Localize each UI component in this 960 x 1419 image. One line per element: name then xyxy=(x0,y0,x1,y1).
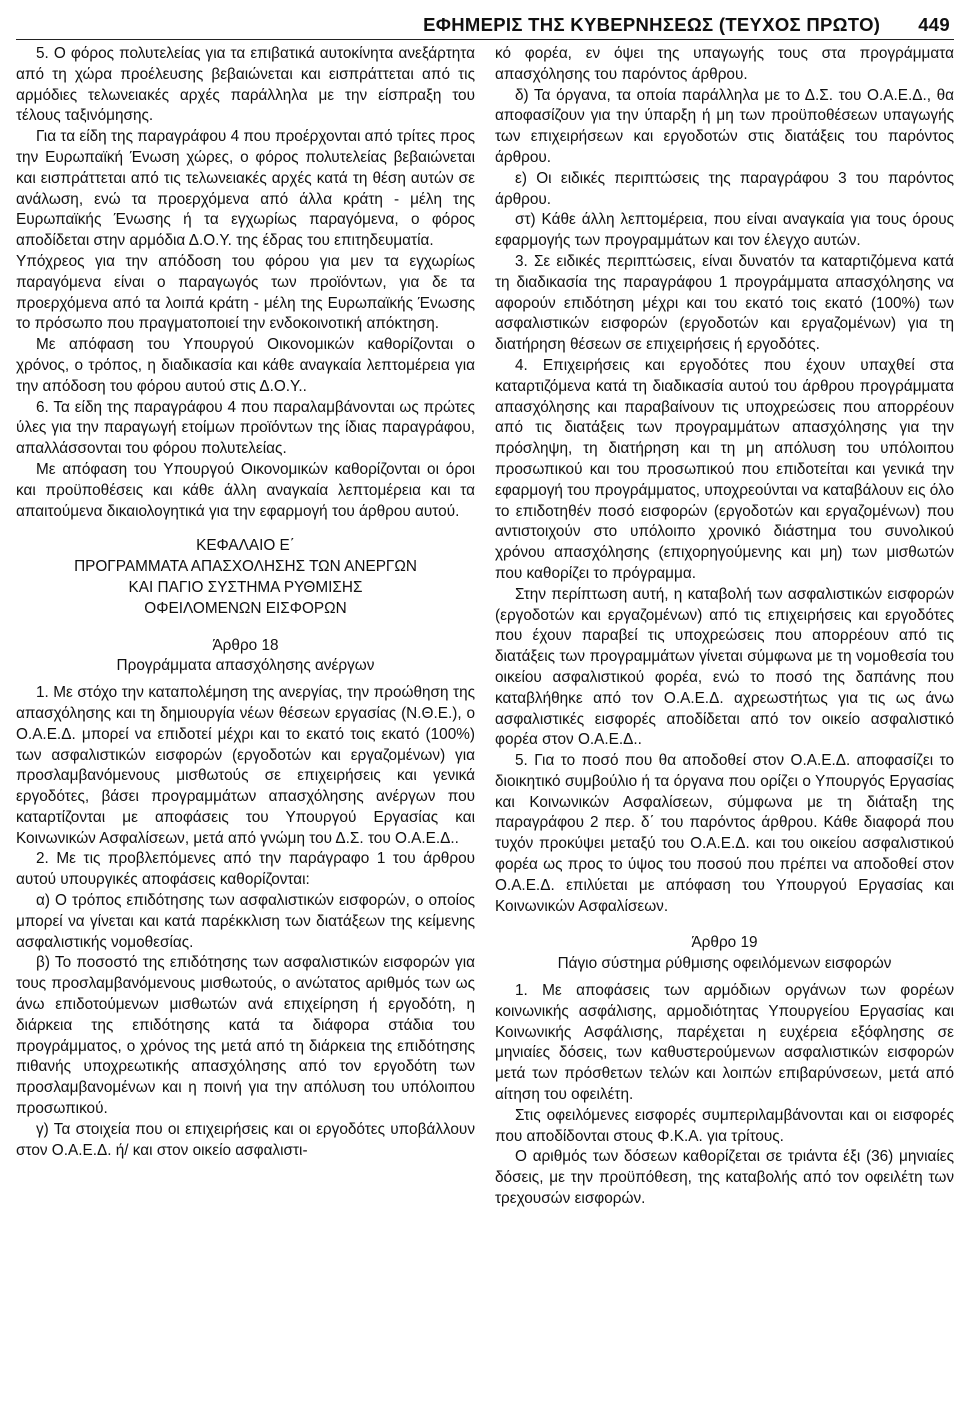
paragraph: στ) Κάθε άλλη λεπτομέρεια, που είναι αναγκαία για τους όρους εφαρμογής των προγραμμάτων και τον έλεγχο αυτών. xyxy=(495,211,954,250)
paragraph: β) Το ποσοστό της επιδότησης των ασφαλιστικών εισφορών για τους προσλαμβανόμενους μισθωτούς, ο ανώτατος αριθμός των ως άνω επιδοτούμενων μισθωτών ανά επιχείρηση ή εργοδότη, η διάρκεια της επιδότησης κατά τα διάφορα στάδια του προγράμματος, ο χρόνος της μετά από τη διάρκεια της επιδότησης πιθανής υποχρεωτικής απασχόλησης από τον εργοδότη των προσλαμβανομένων και η ποινή για την απόλυση του υπόλοιπου προσωπικού. xyxy=(16,954,475,1118)
chapter-number: ΚΕΦΑΛΑΙΟ Ε΄ xyxy=(196,537,295,555)
paragraph: 1. Με στόχο την καταπολέμηση της ανεργίας, την προώθηση της απασχόλησης και τη δημιουργία νέων θέσεων εργασίας (Ν.Θ.Ε.), ο Ο.Α.Ε.Δ. μπορεί να επιδοτεί μέχρι και το εκατό τοις εκατό (100%) των ασφαλιστικών εισφορών (εργοδοτών και εργαζομένων) για προσλαμβανόμενους μισθωτούς σε επιχειρήσεις και γενικά εργοδότες, βάσει προγραμμάτων απασχόλησης ανέργων που καταρτίζονται με αποφάσεις του Υπουργού Εργασίας και Κοινωνικών Ασφαλίσεων, μετά από γνώμη του Δ.Σ. του Ο.Α.Ε.Δ.. xyxy=(16,684,475,847)
paragraph: ε) Οι ειδικές περιπτώσεις της παραγράφου 3 του παρόντος άρθρου. xyxy=(495,169,954,208)
paragraph: Με απόφαση του Υπουργού Οικονομικών καθορίζονται ο χρόνος, ο τρόπος, η διαδικασία και κάθε αναγκαία λεπτομέρεια για την απόδοση του φόρου αυτού στις Δ.Ο.Υ.. xyxy=(16,336,475,395)
article-title: Πάγιο σύστημα ρύθμισης οφειλόμενων εισφορών xyxy=(557,955,892,973)
chapter-title-line: ΚΑΙ ΠΑΓΙΟ ΣΥΣΤΗΜΑ ΡΥΘΜΙΣΗΣ xyxy=(128,578,363,596)
paragraph: Ο αριθμός των δόσεων καθορίζεται σε τριάντα έξι (36) μηνιαίες δόσεις, με την προϋπόθεση, της καταβολής από τον οφειλέτη των τρεχουσών εισφορών. xyxy=(495,1148,954,1208)
paragraph: δ) Τα όργανα, τα οποία παράλληλα με το Δ.Σ. του Ο.Α.Ε.Δ., θα αποφασίζουν για την ύπαρξη ή μη των προϋποθέσεων υπαγωγής των επιχειρήσεων και εργοδοτών στις διατάξεις του παρόντος άρθρου. xyxy=(495,86,954,166)
paragraph: 5. Για το ποσό που θα αποδοθεί στον Ο.Α.Ε.Δ. αποφασίζει το διοικητικό συμβούλιο ή τα όργανα που ορίζει ο Υπουργός Εργασίας και Κοινωνικών Ασφαλίσεων, σύμφωνα με τη διάταξη της παραγράφου 2 περ. δ΄ του παρόντος άρθρου. Κάθε διαφορά που τυχόν προκύψει μεταξύ του Ο.Α.Ε.Δ. και του οικείου ασφαλιστικού φορέα ως προς το ύψος του ποσού που πρέπει να αποδοθεί στον Ο.Α.Ε.Δ. επιλύεται με απόφαση του Υπουργού Εργασίας και Κοινωνικών Ασφαλίσεων. xyxy=(495,752,954,915)
paragraph: Στην περίπτωση αυτή, η καταβολή των ασφαλιστικών εισφορών (εργοδοτών και εργαζομένων) από τις επιχειρήσεις και εργοδότες που έχουν παραβεί τις υποχρεώσεις που απορρέουν από τις διατάξεις των προγραμμάτων γίνεται σύμφωνα με τη νομοθεσία του οικείου ασφαλιστικού φορέα, ενώ το ποσό της δαπάνης που καταβλήθηκε από τον Ο.Α.Ε.Δ. αχρεωστήτως για τις ως άνω ασφαλιστικές εισφορές αποδίδεται από τον οικείο ασφαλιστικό φορέα στον Ο.Α.Ε.Δ.. xyxy=(495,585,954,749)
chapter-heading xyxy=(16,536,475,619)
page-number: 449 xyxy=(918,14,950,35)
paragraph: γ) Τα στοιχεία που οι επιχειρήσεις και οι εργοδότες υποβάλλουν στον Ο.Α.Ε.Δ. ή/ και στον οικείο ασφαλιστι- xyxy=(16,1120,475,1159)
paragraph: 1. Με αποφάσεις των αρμόδιων οργάνων των φορέων κοινωνικής ασφάλισης, αρμοδιότητας Υπουργείου Εργασίας και Κοινωνικής Ασφάλισης, παρέχεται η ευχέρεια εξόφλησης σε μηνιαίες δόσεις, των καθυστερούμενων ασφαλιστικών εισφορών μετά των πρόσθετων τελών και λοιπών επιβαρύνσεων, μετά από αίτηση του οφειλέτη. xyxy=(495,982,954,1104)
gazette-title: ΕΦΗΜΕΡΙΣ ΤΗΣ ΚΥΒΕΡΝΗΣΕΩΣ (ΤΕΥΧΟΣ ΠΡΩΤΟ) xyxy=(423,14,881,35)
article-title: Προγράμματα απασχόλησης ανέργων xyxy=(116,657,375,675)
right-column xyxy=(495,44,954,1210)
paragraph: Υπόχρεος για την απόδοση του φόρου για μεν τα εγχωρίως παραγόμενα είναι ο παραγωγός των προϊόντων, για δε τα προερχόμενα από τα λοιπά κράτη - μέλη της Ευρωπαϊκής Ένωσης το πρόσωπο που πραγματοποιεί την ενδοκοινοτική απόκτηση. xyxy=(16,252,475,333)
left-column xyxy=(16,44,475,1210)
page-header xyxy=(16,0,960,36)
paragraph: Με απόφαση του Υπουργού Οικονομικών καθορίζονται οι όροι και προϋποθέσεις και κάθε άλλη αναγκαία λεπτομέρεια και τα απαιτούμενα δικαιολογητικά για την εφαρμογή του άρθρου αυτού. xyxy=(16,460,475,520)
paragraph: α) Ο τρόπος επιδότησης των ασφαλιστικών εισφορών, ο οποίος μπορεί να γίνεται και κατά παρέκκλιση των διατάξεων της κείμενης ασφαλιστικής νομοθεσίας. xyxy=(16,892,475,951)
paragraph: Στις οφειλόμενες εισφορές συμπεριλαμβάνονται και οι εισφορές που αποδίδονται στους Φ.Κ.Α. για τρίτους. xyxy=(495,1106,954,1145)
paragraph: 4. Επιχειρήσεις και εργοδότες που έχουν υπαχθεί στα καταρτιζόμενα κατά τη διαδικασία αυτού του άρθρου προγράμματα απασχόλησης και παραβαίνουν τις υποχρεώσεις που απορρέουν από τις διατάξεις των προγραμμάτων απασχόλησης για την πρόσληψη, τη διατήρηση και τη μη απόλυση του υπόλοιπου προσωπικού και του προσωπικού που επιδοτείται και γενικά την εφαρμογή του προγράμματος, υποχρεούνται να καταβάλουν εις όλο το επιδοτηθέν ποσό εισφορών (εργοδοτών και εργαζομένων) που αντιστοιχούν στο υπόλοιπο χρονικό διάστημα του συνολικού χρόνου απασχόλησης (επιχορηγούμενης και μη) των μισθωτών που καθορίζει το πρόγραμμα. xyxy=(495,356,954,582)
chapter-title-line: ΟΦΕΙΛΟΜΕΝΩΝ ΕΙΣΦΟΡΩΝ xyxy=(144,599,347,617)
paragraph: 3. Σε ειδικές περιπτώσεις, είναι δυνατόν τα καταρτιζόμενα κατά τη διαδικασία της παραγράφου 1 προγράμματα απασχόλησης να αφορούν επιδότηση μέχρι και του εκατό τοις εκατό (100%) των ασφαλιστικών εισφορών (εργοδοτών και εργαζομένων) για τη διατήρηση θέσεων σε επιχειρήσεις ή εργοδότες. xyxy=(495,252,954,354)
article-number: Άρθρο 19 xyxy=(691,934,758,952)
paragraph: κό φορέα, εν όψει της υπαγωγής τους στα προγράμματα απασχόλησης του παρόντος άρθρου. xyxy=(495,45,954,83)
text-columns xyxy=(16,44,954,1210)
header-rule xyxy=(16,39,954,40)
chapter-title-line: ΠΡΟΓΡΑΜΜΑΤΑ ΑΠΑΣΧΟΛΗΣΗΣ ΤΩΝ ΑΝΕΡΓΩΝ xyxy=(74,558,417,576)
paragraph: 5. Ο φόρος πολυτελείας για τα επιβατικά αυτοκίνητα ανεξάρτητα από τη χώρα προέλευσης βεβαιώνεται και εισπράττεται από τις αρμόδιες τελωνειακές αρχές παράλληλα με την είσπραξη του τέλους ταξινόμησης. xyxy=(16,45,475,125)
article-number: Άρθρο 18 xyxy=(212,636,279,654)
paragraph: 2. Με τις προβλεπόμενες από την παράγραφο 1 του άρθρου αυτού υπουργικές αποφάσεις καθορίζονται: xyxy=(16,850,475,889)
article-heading xyxy=(16,636,475,678)
article-heading xyxy=(495,933,954,975)
paragraph: 6. Τα είδη της παραγράφου 4 που παραλαμβάνονται ως πρώτες ύλες για την παραγωγή ετοίμων προϊόντων της ίδιας παραγράφου, απαλλάσσονται του φόρου πολυτελείας. xyxy=(16,398,475,458)
paragraph: Για τα είδη της παραγράφου 4 που προέρχονται από τρίτες προς την Ευρωπαϊκή Ένωση χώρες, ο φόρος πολυτελείας βεβαιώνεται και εισπράττεται από τις τελωνειακές αρχές κατά τη θέση αυτών σε ανάλωση, ενώ τα προερχόμενα από άλλα κράτη - μέλη της Ευρωπαϊκής Ένωσης ή τα εγχωρίως παραγόμενα, ο φόρος αποδίδεται στην αρμόδια Δ.Ο.Υ. της έδρας του επιτηδευματία. xyxy=(16,128,475,250)
